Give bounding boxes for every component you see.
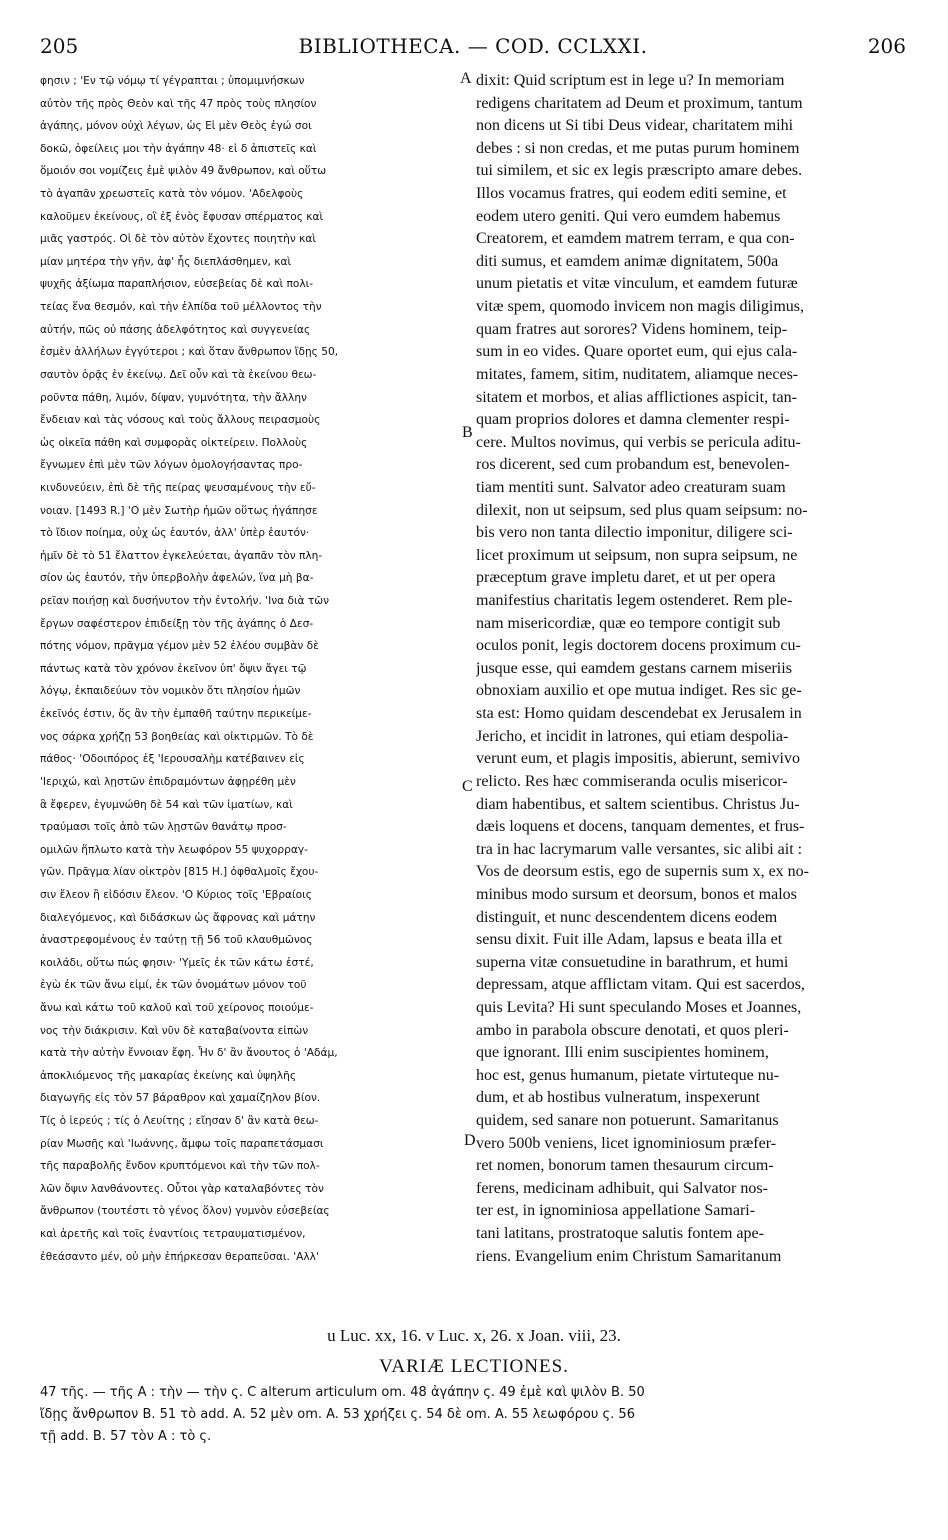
latin-text-column [476, 70, 904, 1268]
greek-text-line: ροῦντα πάθη, λιμόν, δίψαν, γυμνότητα, τὴν ἄλλην [40, 391, 307, 404]
greek-text-line: ἀναστρεφομένους ἐν ταύτῃ τῇ 56 τοῦ κλαυθμῶνος [40, 934, 313, 947]
latin-text-line: eodem utero geniti. Qui vero eumdem habemus [476, 207, 781, 225]
latin-text-line: dum, et ab hostibus vulneratum, inspexerunt [476, 1089, 760, 1107]
greek-text-line: λόγῳ, ἐκπαιδεύων τὸν νομικὸν ὅτι πλησίον ἡμῶν [40, 685, 301, 698]
latin-text-line: quidem, sed sanare non potuerunt. Samaritanus [476, 1112, 779, 1130]
variae-line: τῇ add. B. 57 τὸν A : τὸ ς. [40, 1429, 212, 1444]
latin-text-line: debes : si non credas, et me putas purum hominem [476, 139, 800, 157]
latin-text-line: depressam, atque afflictam vitam. Qui est sacerdos, [476, 976, 805, 994]
greek-text-line: ρίαν Μωσῆς καὶ 'Ιωάννης, ἄμφω τοῖς παραπετάσμασι [40, 1137, 324, 1150]
latin-text-line: ambo in parabola obscure denotati, et quos pleri- [476, 1021, 789, 1039]
latin-text-line: licet proximum ut seipsum, non supra seipsum, ne [476, 546, 798, 564]
latin-text-line: diti sumus, et eamdem animæ dignitatem, 500a [476, 252, 779, 270]
greek-text-line: κοιλάδι, οὕτω πώς φησιν· 'Υμεῖς ἐκ τῶν κάτω ἐστέ, [40, 956, 314, 969]
latin-text-line: minibus modo sursum et deorsum, bonos et malos [476, 885, 797, 903]
latin-text-line: dæis loquens et docens, tanquam dementes, et frus- [476, 818, 805, 836]
greek-text-line: ἄνω καὶ κάτω τοῦ καλοῦ καὶ τοῦ χείρονος ποιούμε- [40, 1001, 314, 1014]
page-number-right: 206 [867, 34, 906, 58]
greek-text-line: ἐγὼ ἐκ τῶν ἄνω εἰμί, ἐκ τῶν ὀνομάτων μόνον τοῦ [40, 979, 307, 992]
latin-text-line: ferens, medicinam adhibuit, qui Salvator nos- [476, 1179, 768, 1197]
greek-text-line: διαγωγῆς εἰς τὸν 57 βάραθρον καὶ χαμαίζηλον βίον. [40, 1092, 321, 1105]
greek-text-line: γῶν. Πρᾶγμα λίαν οἰκτρὸν [815 H.] ὀφθαλμοῖς ἔχου- [40, 866, 319, 879]
greek-text-line: μίαν μητέρα τὴν γῆν, ἀφ' ἧς διεπλάσθημεν, καὶ [40, 255, 292, 268]
latin-text-line: hoc est, genus humanum, pietate virtuteque nu- [476, 1066, 780, 1084]
latin-text-line: tani latitans, prostratoque salutis fontem ape- [476, 1225, 764, 1243]
greek-text-line: ὡς οἰκεῖα πάθη καὶ συμφορὰς οἰκτείρειν. Πολλοὺς [40, 436, 308, 449]
greek-text-line: λῶν ὄψιν λανθάνοντες. Οὗτοι γὰρ καταλαβόντες τὸν [40, 1182, 324, 1195]
latin-text-line: manifestius charitatis legem ostenderet. Rem ple- [476, 592, 793, 610]
variae-lectiones [40, 1382, 906, 1448]
latin-text-line: nam misericordiæ, quæ eo tempore contigit sub [476, 614, 781, 632]
greek-text-line: τείας ἕνα θεσμόν, καὶ τὴν ἐλπίδα τοῦ μέλλοντος τὴν [40, 301, 322, 314]
latin-text-line: unum pietatis et vitæ vinculum, et eamdem futuræ [476, 275, 798, 293]
page-header [40, 34, 906, 60]
greek-text-line: κινδυνεύειν, ἐπὶ δὲ τῆς πείρας ψευσαμένους τὴν εὔ- [40, 481, 316, 494]
latin-text-line: tiam mentiti sunt. Salvator adeo creaturam suam [476, 478, 786, 496]
latin-text-line: dilexit, non ut seipsum, sed plus quam seipsum: no- [476, 501, 808, 519]
greek-text-line: ἔγνωμεν ἐπὶ μὲν τῶν λόγων ὁμολογήσαντας προ- [40, 459, 303, 472]
greek-text-line: ἀγάπης, μόνον οὐχὶ λέγων, ὡς Εἰ μὲν Θεὸς ἐγώ σοι [40, 120, 312, 133]
greek-text-line: πότης νόμον, πρᾶγμα γέμον μὲν 52 ἐλέου συμβὰν δὲ [40, 640, 319, 653]
variae-line: ἴδῃς ἄνθρωπον B. 51 τὸ add. A. 52 μὲν om. A. 53 χρήζει ς. 54 δὲ om. A. 55 λεωφόρου ς. 56 [40, 1407, 635, 1422]
latin-text-line: dixit: Quid scriptum est in lege u? In memoriam [476, 72, 785, 89]
latin-text-line: distinguit, et nunc descendentem dicens eodem [476, 908, 778, 926]
greek-text-line: ἡμῖν δὲ τὸ 51 ἔλαττον ἐγκελεύεται, ἀγαπᾶν τὸν πλη- [40, 549, 323, 562]
greek-text-line: τῆς παραβολῆς ἔνδον κρυπτόμενοι καὶ τὴν τῶν πολ- [40, 1160, 320, 1173]
latin-text-line: cere. Multos novimus, qui verbis se pericula aditu- [476, 433, 801, 451]
greek-text-line: ἐθεάσαντο μέν, οὐ μὴν ἐπήρκεσαν θεραπεῦσαι. 'Αλλ' [40, 1250, 319, 1263]
latin-text-line: sitatem et morbos, et alias afflictiones aspicit, tan- [476, 388, 797, 406]
greek-text-line: τὸ ἀγαπᾶν χρεωστεῖς κατὰ τὸν νόμον. 'Αδελφοὺς [40, 188, 304, 201]
greek-text-line: ομιλῶν ἥπλωτο κατὰ τὴν λεωφόρον 55 ψυχορραγ- [40, 843, 308, 856]
latin-text-line: oculos ponit, legis doctorem docens proximum cu- [476, 637, 801, 655]
latin-text-line: bis vero non tanta dilectio imponitur, diligere sci- [476, 524, 793, 542]
latin-text-line: diam habentibus, et saltem scientibus. Christus Ju- [476, 795, 800, 813]
greek-text-line: κατὰ τὴν αὐτὴν ἔννοιαν ἔφη. Ἦν δ' ἂν ἄνουτος ὁ 'Αδάμ, [40, 1047, 338, 1060]
latin-text-line: ter est, in ignominiosa appellatione Samari- [476, 1202, 756, 1220]
greek-text-line: σίον ὡς ἑαυτόν, τὴν ὑπερβολὴν ἀφελών, ἵνα μὴ βα- [40, 572, 314, 585]
latin-text-line: vitæ spem, quomodo invicem non magis diligimus, [476, 298, 804, 316]
greek-text-column [40, 70, 460, 1268]
greek-text-line: ἔργων σαφέστερον ἐπιδείξῃ τὸν τῆς ἀγάπης ὁ Δεσ- [40, 617, 314, 630]
latin-text-line: Vos de deorsum estis, ego de supernis sum x, ex no- [476, 863, 809, 881]
greek-text-line: 'Ιεριχώ, καὶ λῃστῶν ἐπιδραμόντων ἀφῃρέθη μὲν [40, 775, 296, 788]
page-number-left: 205 [40, 34, 79, 58]
greek-text-line: νος σάρκα χρήζῃ 53 βοηθείας καὶ οἰκτιρμῶν. Τὸ δὲ [40, 730, 314, 743]
greek-text-line: διαλεγόμενος, καὶ διδάσκων ὡς ἄφρονας καὶ μάτην [40, 911, 316, 924]
latin-text-line: mitates, famem, sitim, nuditatem, aliamque neces- [476, 365, 799, 383]
greek-text-line: αὐτήν, πῶς οὐ πάσης ἀδελφότητος καὶ συγγενείας [40, 323, 311, 336]
greek-text-line: αὐτὸν τῆς πρὸς Θεὸν καὶ τῆς 47 πρὸς τοὺς πλησίον [40, 97, 317, 110]
greek-text-line: ἐσμὲν ἀλλήλων ἐγγύτεροι ; καὶ ὅταν ἄνθρωπον ἴδῃς 50, [40, 346, 339, 359]
greek-text-line: ὅμοιόν σοι νομίζεις ἐμὲ ψιλὸν 49 ἄνθρωπον, καὶ οὕτω [40, 165, 327, 178]
latin-text-line: jusque esse, qui eamdem gestans carnem miseriis [476, 659, 792, 677]
latin-text-line: Creatorem, et eamdem matrem terram, e qua con- [476, 230, 795, 248]
latin-text-line: obnoxiam auxilio et ope mutua indiget. Res sic ge- [476, 682, 802, 700]
latin-text-line: tra in hac lacrymarum valle versantes, sic alibi ait : [476, 840, 803, 858]
greek-text-line: τὸ ἴδιον ποίημα, οὐχ ὡς ἑαυτόν, ἀλλ' ὑπὲρ ἑαυτόν· [40, 527, 310, 540]
greek-text-line: μιᾶς γαστρός. Οἱ δὲ τὸν αὐτὸν ἔχοντες ποιητὴν καὶ [40, 233, 316, 246]
greek-text-line: καλοῦμεν ἐκείνους, οἳ ἐξ ἑνὸς ἔφυσαν σπέρματος καὶ [40, 210, 324, 223]
greek-text-line: ψυχῆς ἀξίωμα παραπλήσιον, εὐσεβείας δὲ καὶ πολι- [40, 278, 314, 291]
latin-text-line: quam proprios dolores et damna clementer respi- [476, 411, 790, 429]
variae-line: 47 τῆς. — τῆς A : τὴν — τὴν ς. C alterum articulum om. 48 ἀγάπην ς. 49 ἐμὲ καὶ ψιλὸν B. 50 [40, 1385, 645, 1400]
running-title: BIBLIOTHECA. — COD. CCLXXI. [298, 34, 648, 58]
latin-text-line: quis Levita? Hi sunt speculando Moses et Joannes, [476, 998, 802, 1016]
greek-text-line: Τίς ὁ ἱερεύς ; τίς ὁ Λευίτης ; εἴησαν δ' ἂν κατὰ θεω- [40, 1115, 319, 1128]
greek-text-line: σιν ἔλεον ἢ εἰδόσιν ἔλεον. 'Ο Κύριος τοῖς 'Εβραίοις [40, 888, 312, 901]
greek-text-line: πάθος· 'Οδοιπόρος ἐξ 'Ιερουσαλὴμ κατέβαινεν εἰς [40, 753, 305, 766]
greek-text-line: ἔνδειαν καὶ τὰς νόσους καὶ τοὺς ἄλλους πειρασμοὺς [40, 414, 321, 427]
greek-text-line: τραύμασι τοῖς ἀπὸ τῶν λῃστῶν θανάτῳ προσ- [40, 821, 287, 834]
greek-text-line: ἐκεῖνός ἐστιν, ὅς ἂν τὴν ἐμπαθῆ ταύτην περικείμε- [40, 708, 312, 721]
latin-text-line: non dicens ut Si tibi Deus videar, charitatem mihi [476, 117, 794, 135]
latin-text-line: riens. Evangelium enim Christum Samaritanum [476, 1247, 782, 1265]
variae-lectiones-title: VARIÆ LECTIONES. [379, 1356, 569, 1377]
greek-text-line: ἀποκλιόμενος τῆς μακαρίας ἐκείνης καὶ ὑψηλῆς [40, 1069, 297, 1082]
latin-text-line: quam fratres aut sorores? Videns hominem, teip- [476, 320, 788, 338]
greek-text-line: ἄνθρωπον (τουτέστι τὸ γένος ὅλον) γυμνὸν εὐσεβείας [40, 1205, 330, 1218]
margin-marker-b: B [462, 424, 473, 441]
greek-text-line: σαυτὸν ὁρᾷς ἐν ἐκείνῳ. Δεῖ οὖν καὶ τὰ ἐκείνου θεω- [40, 368, 317, 381]
latin-text-line: que ignorant. Illi enim suscipientes hominem, [476, 1044, 769, 1062]
greek-text-line: δοκῶ, ὀφείλεις μοι τὴν ἀγάπην 48· εἰ δ ἀπιστεῖς καὶ [40, 142, 317, 155]
greek-text-line: ρεῖαν ποιήσῃ καὶ δυσήνυτον τὴν ἐντολήν. 'Ινα διὰ τῶν [40, 595, 330, 608]
footnotes: u Luc. xx, 16. v Luc. x, 26. x Joan. viii, 23. [327, 1326, 621, 1345]
latin-text-line: ret nomen, bonorum tamen thesaurum circum- [476, 1157, 774, 1175]
margin-marker-d: D [464, 1132, 476, 1149]
latin-text-line: relicto. Res hæc commiseranda oculis misericor- [476, 772, 788, 790]
greek-text-line: φησιν ; 'Εν τῷ νόμῳ τί γέγραπται ; ὑπομιμνήσκων [40, 75, 305, 87]
greek-text-line: πάντως κατὰ τὸν χρόνον ἐκεῖνον ὑπ' ὄψιν ἄγει τῷ [40, 662, 307, 675]
margin-marker-a: A [460, 70, 472, 87]
latin-text-line: sta est: Homo quidam descendebat ex Jerusalem in [476, 705, 802, 723]
latin-text-line: tui similem, et sic ex legis præscripto amare debes. [476, 162, 803, 180]
greek-text-line: ἃ ἔφερεν, ἐγυμνώθη δὲ 54 καὶ τῶν ἱματίων, καὶ [40, 798, 293, 811]
latin-text-line: redigens charitatem ad Deum et proximum, tantum [476, 94, 803, 112]
latin-text-line: Jericho, et incidit in latrones, qui etiam despolia- [476, 727, 789, 745]
greek-text-line: νος τὴν διάκρισιν. Καὶ νῦν δὲ καταβαίνοντα εἰπὼν [40, 1024, 309, 1037]
greek-text-line: καὶ ἀρετῆς καὶ τοῖς ἐναντίοις τετραυματισμένον, [40, 1228, 306, 1241]
latin-text-line: sum in eo vides. Quare oportet eum, qui ejus cala- [476, 343, 798, 361]
margin-marker-c: C [462, 778, 473, 795]
latin-text-line: sensu dixit. Fuit ille Adam, lapsus e beata illa et [476, 931, 783, 949]
latin-text-line: ros dicerent, sed cum probandum est, benevolen- [476, 456, 790, 474]
latin-text-line: vero 500b veniens, licet ignominiosum præfer- [476, 1134, 777, 1152]
latin-text-line: præceptum grave impletu daret, et ut per opera [476, 569, 776, 587]
latin-text-line: superna vitæ consuetudine in barathrum, et humi [476, 953, 789, 971]
latin-text-line: verunt eum, et plagis impositis, abierunt, semivivo [476, 750, 800, 768]
latin-text-line: Illos vocamus fratres, qui eodem editi semine, et [476, 185, 787, 203]
greek-text-line: νοιαν. [1493 R.] 'Ο μὲν Σωτὴρ ἡμῶν οὕτως ἠγάπησε [40, 504, 318, 517]
